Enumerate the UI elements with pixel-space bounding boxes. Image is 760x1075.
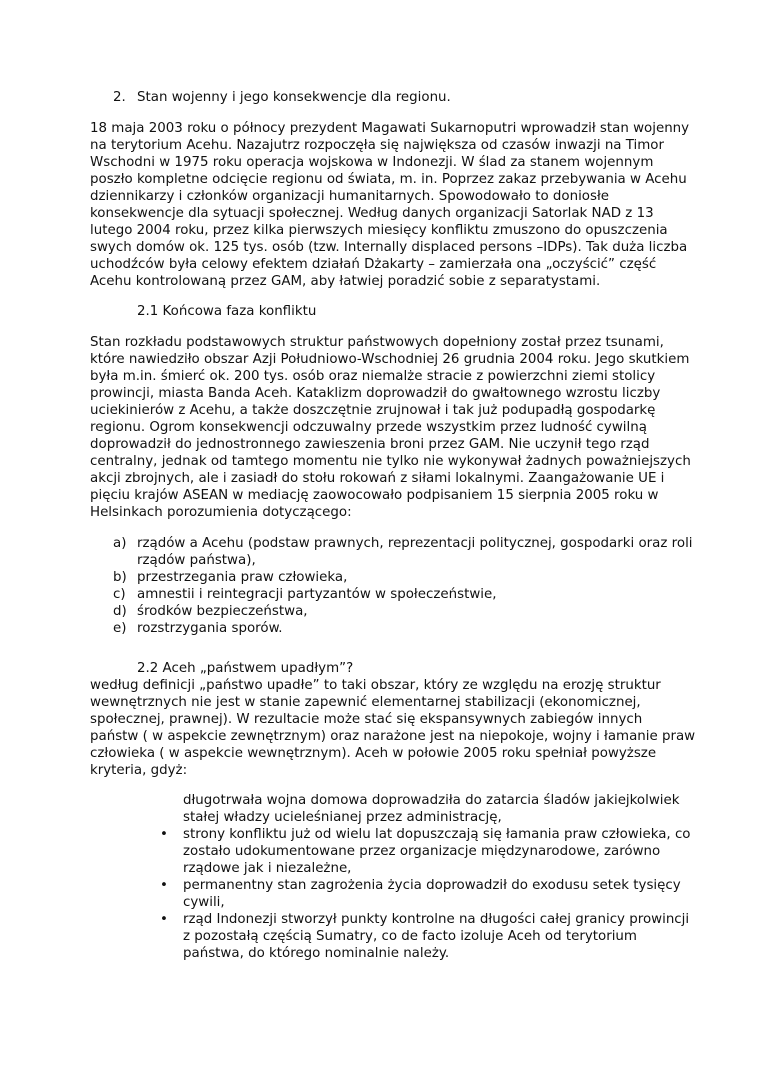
bullet-item-continuation: stałej władzy ucieleśnianej przez administrację, <box>183 810 502 825</box>
bullet-item-text: permanentny stan zagrożenia życia doprowadził do exodusu setek tysięcy <box>183 878 681 893</box>
paragraph-line: uciekinierów z Acehu, a także doszczętnie zrujnował i tak już podupadłą gospodarkę <box>90 403 656 418</box>
paragraph-line: kryteria, gdyż: <box>90 763 188 778</box>
paragraph-line: regionu. Ogrom konsekwencji odczuwalny przede wszystkim przez ludność cywilną <box>90 420 647 435</box>
bullet-item-continuation: z pozostałą częścią Sumatry, co de facto izoluje Aceh od terytorium <box>183 929 637 944</box>
bullet-item-continuation: cywili, <box>183 895 225 910</box>
bullet-item-text: rząd Indonezji stworzył punkty kontrolne na długości całej granicy prowincji <box>183 912 690 927</box>
section-number: 2. <box>113 90 126 105</box>
paragraph-line: dziennikarzy i członków organizacji humanitarnych. Spowodowało to doniosłe <box>90 189 610 204</box>
paragraph-line: Helsinkach porozumienia dotyczącego: <box>90 505 352 520</box>
paragraph-line: doprowadził do jednostronnego zawieszenia broni przez GAM. Nie uczynił tego rząd <box>90 437 650 452</box>
list-marker: a) <box>113 536 127 551</box>
list-item-continuation: rządów państwa), <box>137 553 256 568</box>
section-title: Stan wojenny i jego konsekwencje dla regionu. <box>137 90 451 105</box>
paragraph-line: lutego 2004 roku, przez kilka pierwszych miesięcy konfliktu zmuszono do opuszczenia <box>90 223 668 238</box>
paragraph-line: swych domów ok. 125 tys. osób (tzw. Internally displaced persons –IDPs). Tak duża liczba <box>90 240 688 255</box>
paragraph-line: Acehu kontrolowaną przez GAM, aby łatwiej poradzić sobie z separatystami. <box>90 274 601 289</box>
paragraph-line: Wschodni w 1975 roku operacja wojskowa w Indonezji. W ślad za stanem wojennym <box>90 155 654 170</box>
bullet-marker: • <box>160 827 168 842</box>
list-item-text: rządów a Acehu (podstaw prawnych, reprezentacji politycznej, gospodarki oraz roli <box>137 536 693 551</box>
paragraph-line: była m.in. śmierć ok. 200 tys. osób oraz niemalże stracie z powierzchni ziemi stolicy <box>90 369 656 384</box>
bullet-item-continuation: rządowe jak i niezależne, <box>183 861 352 876</box>
paragraph-line: państw ( w aspekcie zewnętrznym) oraz narażone jest na niepokoje, wojny i łamanie praw <box>90 729 696 744</box>
list-item-text: środków bezpieczeństwa, <box>137 604 308 619</box>
list-item-text: rozstrzygania sporów. <box>137 621 283 636</box>
paragraph-line: uchodźców była celowy efektem działań Dżakarty – zamierzała ona „oczyścić” część <box>90 257 657 272</box>
bullet-item-text: strony konfliktu już od wielu lat dopuszczają się łamania praw człowieka, co <box>183 827 691 842</box>
paragraph-line: człowieka ( w aspekcie wewnętrznym). Aceh w połowie 2005 roku spełniał powyższe <box>90 746 657 761</box>
list-marker: d) <box>113 604 127 619</box>
paragraph-line: pięciu krajów ASEAN w mediację zaowocowało podpisaniem 15 sierpnia 2005 roku w <box>90 488 659 503</box>
paragraph-line: Stan rozkładu podstawowych struktur państwowych dopełniony został przez tsunami, <box>90 335 664 350</box>
bullet-item-continuation: zostało udokumentowane przez organizacje międzynarodowe, zarówno <box>183 844 661 859</box>
list-item-text: przestrzegania praw człowieka, <box>137 570 348 585</box>
bullet-item-continuation: państwa, do którego nominalnie należy. <box>183 946 450 961</box>
paragraph-line: które nawiedziło obszar Azji Południowo-Wschodniej 26 grudnia 2004 roku. Jego skutkiem <box>90 352 690 367</box>
list-marker: c) <box>113 587 126 602</box>
list-marker: b) <box>113 570 127 585</box>
paragraph-line: akcji zbrojnych, ale i zasiadł do stołu rokowań z siłami lokalnymi. Zaangażowanie UE i <box>90 471 665 486</box>
paragraph-line: konsekwencje dla sytuacji społecznej. Według danych organizacji Satorlak NAD z 13 <box>90 206 654 221</box>
list-item-text: amnestii i reintegracji partyzantów w społeczeństwie, <box>137 587 497 602</box>
paragraph-line: społecznej, prawnej). W rezultacie może stać się ekspansywnych zabiegów innych <box>90 712 643 727</box>
bullet-item-text: długotrwała wojna domowa doprowadziła do zatarcia śladów jakiejkolwiek <box>183 793 680 808</box>
paragraph-line: prowincji, miasta Banda Aceh. Kataklizm doprowadził do gwałtownego wzrostu liczby <box>90 386 661 401</box>
paragraph-line: poszło kompletne odcięcie regionu od świata, m. in. Poprzez zakaz przebywania w Acehu <box>90 172 687 187</box>
list-marker: e) <box>113 621 127 636</box>
paragraph-line: centralny, jednak od tamtego momentu nie tylko nie wykonywał żadnych poważniejszych <box>90 454 691 469</box>
paragraph-line: na terytorium Acehu. Nazajutrz rozpoczęła się największa od czasów inwazji na Timor <box>90 138 664 153</box>
paragraph-line: 18 maja 2003 roku o północy prezydent Magawati Sukarnoputri wprowadził stan wojenny <box>90 121 690 136</box>
bullet-marker: • <box>160 878 168 893</box>
bullet-marker: • <box>160 912 168 927</box>
paragraph-line: według definicji „państwo upadłe” to taki obszar, który ze względu na erozję struktur <box>90 678 661 693</box>
paragraph-line: wewnętrznych nie jest w stanie zapewnić elementarnej stabilizacji (ekonomicznej, <box>90 695 641 710</box>
subsection-title: 2.2 Aceh „państwem upadłym”? <box>137 661 354 676</box>
subsection-title: 2.1 Końcowa faza konfliktu <box>137 304 317 319</box>
